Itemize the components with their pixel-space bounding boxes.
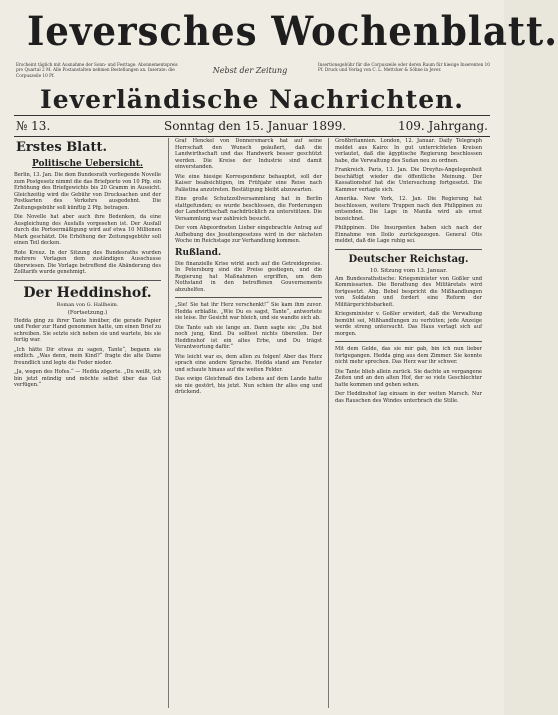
masthead-left-info: Erscheint täglich mit Ausnahme der Sonn- und Festtage. Abonnementspreis pro Quartal 2 M. Alle Postanstalten nehmen Bestellungen an. Inserate: die Corpuszeile 10 Pf. [16, 62, 178, 78]
feuilleton-title: Der Heddinshof. [23, 284, 152, 301]
story-paragraph: „Ja, wegen des Hofes.“ — Hedda zögerte. „Du weißt, ich bin jetzt mündig und möchte selbst über das Gut verfügen.“ [14, 369, 161, 388]
article-paragraph: Philippinen. Die Insurgenten haben sich nach der Einnahme von Iloilo zurückgezogen. General Otis meldet, daß die Lage ruhig sei. [335, 225, 482, 244]
masthead-subtitle: Ieverländische Nachrichten. [40, 85, 464, 114]
session-note: 10. Sitzung vom 13. Januar. [370, 267, 447, 274]
story-paragraph: Die Tante sah sie lange an. Dann sagte sie: „Du bist noch jung, Kind. Du solltest nichts übereilen. Der Heddinshof ist ein altes Erbe, und Du trägst Verantwortung dafür.“ [175, 324, 322, 350]
article-paragraph: Die Novelle hat aber auch ihre Bedenken, da eine Ausgleichung des Ausfalls vorgesehen ist. Der Ausfall durch die Portoermäßigung wird auf etwa 10 Millionen Mark geschätzt. Die Erhöhung der Zeitungsgebühr soll einen Teil decken. [14, 214, 161, 246]
story-paragraph: Wie leicht war es, dem allen zu folgen! Aber das Herz sprach eine andere Sprache. Hedda stand am Fenster und schaute hinaus auf die weiten Felder. [175, 353, 322, 373]
article-paragraph: Großbritannien. London, 12. Januar. Daily Telegraph meldet aus Kairo: In gut unterrichteten Kreisen verlautet, daß die ägyptische Regierung beschlossen habe, die Verwaltung des Sudan neu zu ordnen. [335, 138, 482, 164]
separator [335, 341, 482, 342]
story-paragraph: „Ich hätte Dir etwas zu sagen, Tante“, begann sie endlich. „Was denn, mein Kind?“ fragte die alte Dame freundlich und legte die Feder nieder. [14, 346, 161, 366]
article-paragraph: Eine große Schutzzollversammlung hat in Berlin stattgefunden; es wurde beschlossen, die Forderungen der Landwirthschaft nachdrücklich zu unterstützen. Die Versammlung war zahlreich besucht. [175, 196, 322, 222]
rule-bottom [14, 136, 490, 137]
continuation-note: (Fortsetzung.) [67, 309, 108, 316]
heading-politics: Politische Uebersicht. [31, 159, 144, 169]
separator [14, 280, 161, 281]
article-paragraph: Rote Kreuz. In der Sitzung des Bundesraths wurden mehrere Vorlagen dem zuständigen Ausschusse überwiesen. Die Vorlage betreffend die Abänderung des Zolltarifs wurde genehmigt. [14, 249, 161, 275]
column-divider-1 [168, 138, 169, 708]
article-paragraph: Amerika. New York, 12. Jan. Die Regierung hat beschlossen, weitere Truppen nach den Philippinen zu entsenden. Die Lage in Manila wird als ernst bezeichnet. [335, 196, 482, 222]
heading-russia: Rußland. [175, 247, 222, 258]
masthead-center-info: Nebst der Zeitung [212, 66, 288, 75]
story-paragraph: Mit dem Gelde, das sie mir gab, bin ich nun lieber fortgegangen. Hedda ging aus dem Zimmer. Sie konnte nicht mehr sprechen. Das Herz war ihr schwer. [335, 346, 482, 365]
column-3 [335, 138, 482, 708]
story-paragraph: Die Tante blieb allein zurück. Sie dachte an vergangene Zeiten und an den alten Hof, der so viele Geschlechter hatte kommen und gehen sehen. [335, 368, 482, 388]
article-paragraph: Kriegsminister v. Goßler erwidert, daß die Verwaltung bemüht sei, Mißhandlungen zu verhüten; jede Anzeige werde streng untersucht. Das Haus vertagt sich auf morgen. [335, 311, 482, 337]
article-paragraph: Wie eine hiesige Korrespondenz behauptet, soll der Kaiser beabsichtigen, im Frühjahr eine Reise nach Palästina anzutreten. Bestätigung bleibt abzuwarten. [175, 173, 322, 193]
column-2 [175, 138, 322, 708]
story-paragraph: „Sie! Sie hat ihr Herz verschenkt!“ Sie kam ihm zuvor. Hedda erblaßte. „Wie Du es sagst, Tante“, antwortete sie leise. Ihr Gesicht war bleich, und sie wandte sich ab. [175, 302, 322, 321]
article-paragraph: Frankreich. Paris, 13. Jan. Die Dreyfus-Angelegenheit beschäftigt wieder die öffentliche Meinung. Der Kassationshof hat die Untersuchung fortgesetzt. Die Kammer vertagte sich. [335, 167, 482, 193]
story-paragraph: Der Heddinshof lag einsam in der weiten Marsch. Nur das Rauschen des Windes unterbrach die Stille. [335, 391, 482, 404]
volume: 109. Jahrgang. [397, 119, 488, 133]
masthead-right-info: Insertionsgebühr für die Corpuszeile oder deren Raum für hiesige Inserenten 10 Pf. Druck und Verlag von C. L. Mettcker & Söhne in Jever. [318, 62, 490, 73]
story-paragraph: Hedda ging zu ihrer Tante hinüber, die gerade Papier und Feder zur Hand genommen hatte, um einen Brief zu schreiben. Sie setzte sich neben sie und wartete, bis sie fertig war. [14, 317, 161, 343]
issue-number: № 13. [16, 119, 51, 133]
article-paragraph: Graf Henckel von Donnersmarck hat auf seine Herrschaft den Wunsch geäußert, daß die Landwirthschaft und das Handwerk besser geschützt werden. Die Kreise der Industrie sind damit einverstanden. [175, 138, 322, 170]
article-paragraph: Der vom Abgeordneten Lieber eingebrachte Antrag auf Aufhebung des Jesuitengesetzes wird in der nächsten Woche im Reichstage zur Verhandlung kommen. [175, 225, 322, 244]
feuilleton-byline: Roman von G. Hallheim. [56, 301, 119, 308]
issue-date: Sonntag den 15. Januar 1899. [164, 119, 347, 133]
masthead-title: Ieversches Wochenblatt. [26, 8, 558, 55]
rule-top [14, 115, 490, 116]
story-paragraph: Das ewige Gleichmaß des Lebens auf dem Lande hatte sie nie gestört, bis jetzt. Nun schien ihr alles eng und drückend. [175, 376, 322, 395]
article-paragraph: Am Bundesrathstische: Kriegsminister von Goßler und Kommissarien. Die Berathung des Militäretats wird fortgesetzt. Abg. Bebel bespricht die Mißhandlungen von Soldaten und fordert eine Reform der Militärgerichtsbarkeit. [335, 275, 482, 308]
separator [335, 249, 482, 250]
column-divider-2 [328, 138, 329, 708]
column-1 [14, 138, 161, 708]
section-title: Erstes Blatt. [16, 140, 108, 155]
dateline [14, 117, 490, 135]
separator [175, 297, 322, 298]
heading-reichstag: Deutscher Reichstag. [348, 253, 469, 265]
article-paragraph: Die finanzielle Krise wirkt auch auf die Getreidepreise. In Petersburg sind die Preise gestiegen, und die Regierung hat Maßnahmen ergriffen, um dem Nothstand in den betroffenen Gouvernements abzuhelfen. [175, 260, 322, 293]
article-paragraph: Berlin, 13. Jan. Die dem Bundesrath vorliegende Novelle zum Postgesetz nimmt die das Briefporto von 10 Pfg. ein Erhöhung des Briefgewichts bis 20 Gramm in Aussicht. Gleichzeitig wird die Gebühr von Drucksachen und der Postkarten des Verkehrs ausgedehnt. Die Zeitungsgebühr soll künftig 2 Pfg. betragen. [14, 172, 161, 211]
